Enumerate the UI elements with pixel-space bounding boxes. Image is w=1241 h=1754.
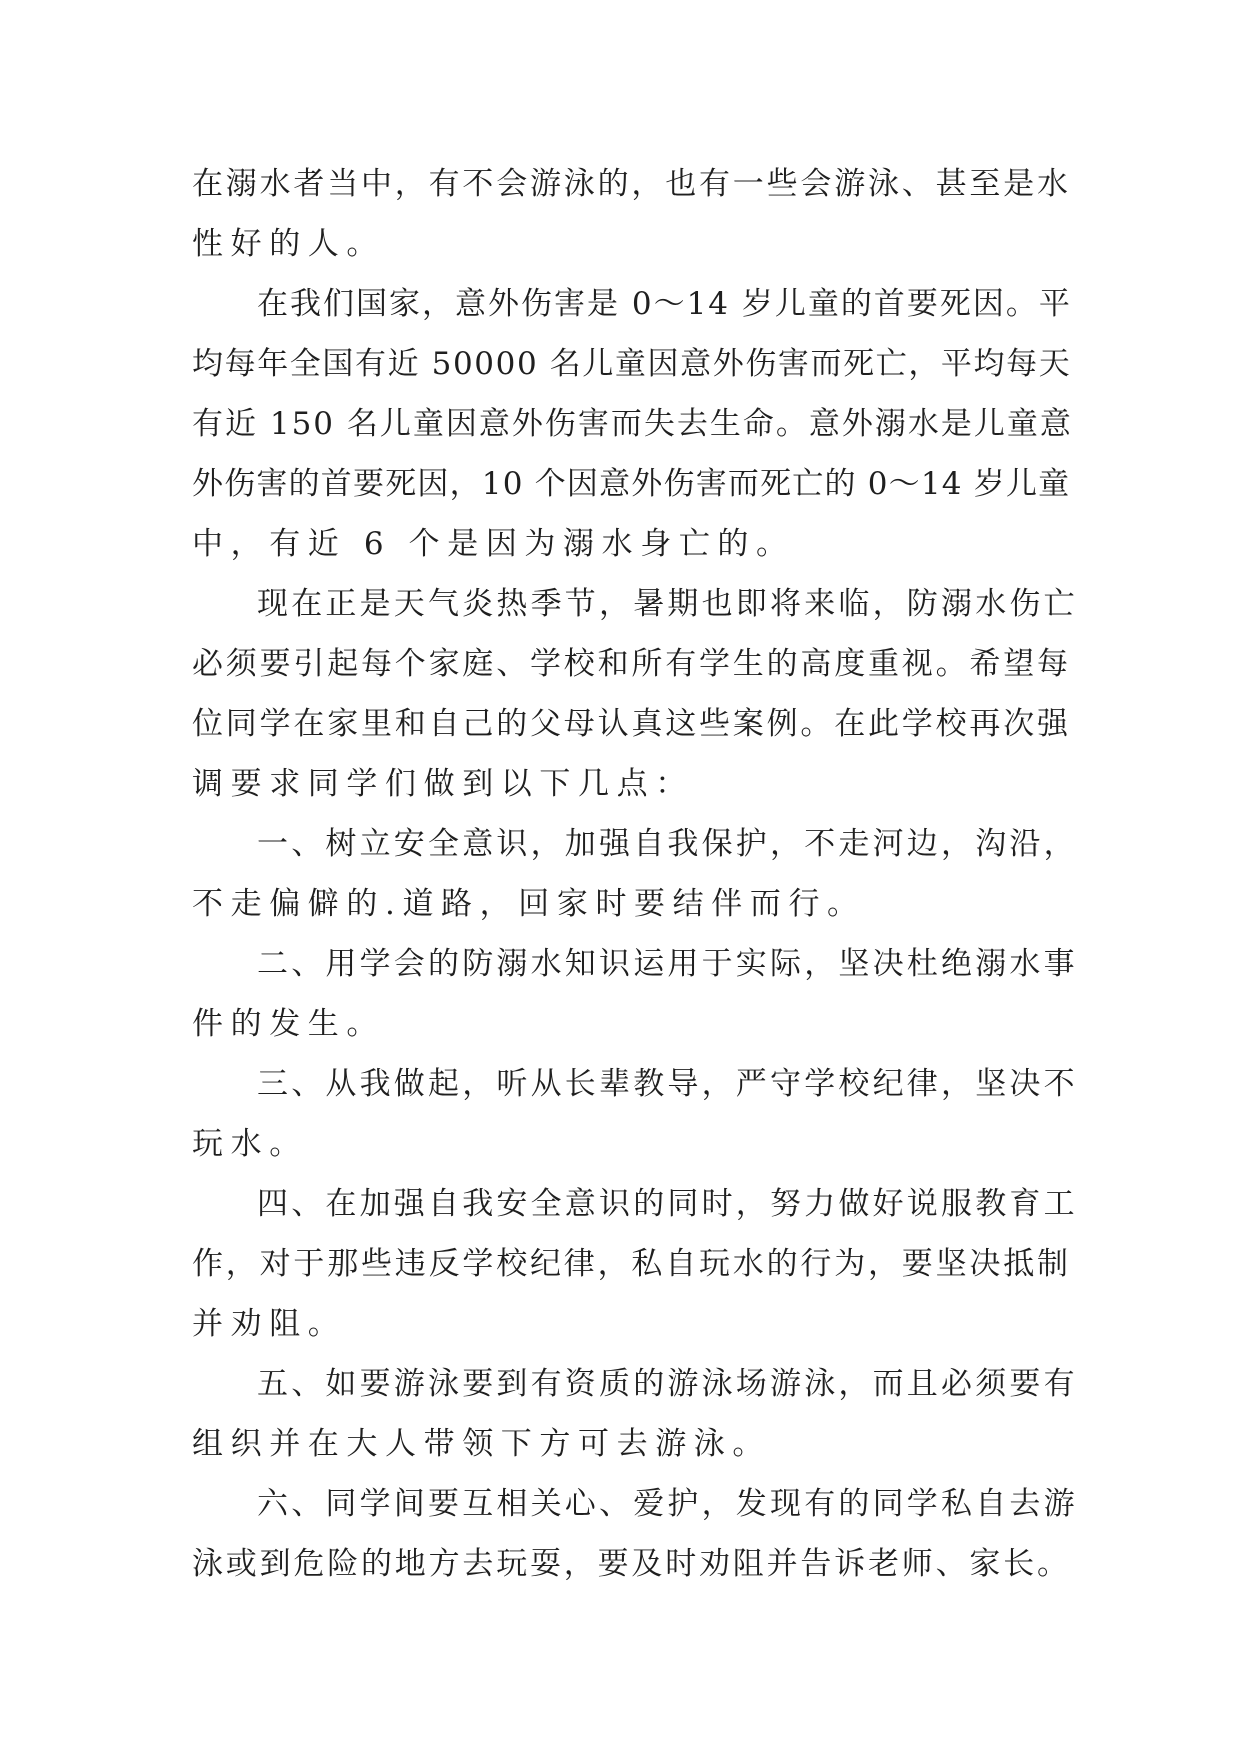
list-item-2-line: 件的发生。 [192,1006,385,1042]
text-line: 有近 150 名儿童因意外伤害而失去生命。意外溺水是儿童意 [192,406,1073,442]
list-item-3-line: 玩水。 [192,1126,308,1162]
list-item-1-first-line: 一、树立安全意识，加强自我保护，不走河边，沟沿， [257,826,1078,862]
list-item-4-line: 并劝阻。 [192,1306,347,1342]
list-item-2-first-line: 二、用学会的防溺水知识运用于实际，坚决杜绝溺水事 [257,946,1078,982]
paragraph-first-line: 在我们国家，意外伤害是 0～14 岁儿童的首要死因。平 [257,286,1072,322]
list-item-1-line: 不走偏僻的.道路，回家时要结伴而行。 [192,886,866,922]
text-line: 必须要引起每个家庭、学校和所有学生的高度重视。希望每 [192,646,1071,682]
list-item-6-line: 泳或到危险的地方去玩耍，要及时劝阻并告诉老师、家长。 [192,1546,1071,1582]
list-item-5-first-line: 五、如要游泳要到有资质的游泳场游泳，而且必须要有 [257,1366,1078,1402]
text-line: 外伤害的首要死因，10 个因意外伤害而死亡的 0～14 岁儿童 [192,466,1071,502]
list-item-5-line: 组织并在大人带领下方可去游泳。 [192,1426,771,1462]
text-line: 均每年全国有近 50000 名儿童因意外伤害而死亡，平均每天 [192,346,1072,382]
list-item-4-first-line: 四、在加强自我安全意识的同时，努力做好说服教育工 [257,1186,1078,1222]
text-line: 性好的人。 [192,226,385,262]
list-item-3-first-line: 三、从我做起，听从长辈教导，严守学校纪律，坚决不 [257,1066,1078,1102]
text-line: 位同学在家里和自己的父母认真这些案例。在此学校再次强 [192,706,1071,742]
paragraph-first-line: 现在正是天气炎热季节，暑期也即将来临，防溺水伤亡 [257,586,1078,622]
text-line: 在溺水者当中，有不会游泳的，也有一些会游泳、甚至是水 [192,166,1071,202]
list-item-4-line: 作，对于那些违反学校纪律，私自玩水的行为，要坚决抵制 [192,1246,1071,1282]
text-line: 中，有近 6 个是因为溺水身亡的。 [192,526,795,562]
list-item-6-first-line: 六、同学间要互相关心、爱护，发现有的同学私自去游 [257,1486,1078,1522]
text-line: 调要求同学们做到以下几点： [192,766,694,802]
